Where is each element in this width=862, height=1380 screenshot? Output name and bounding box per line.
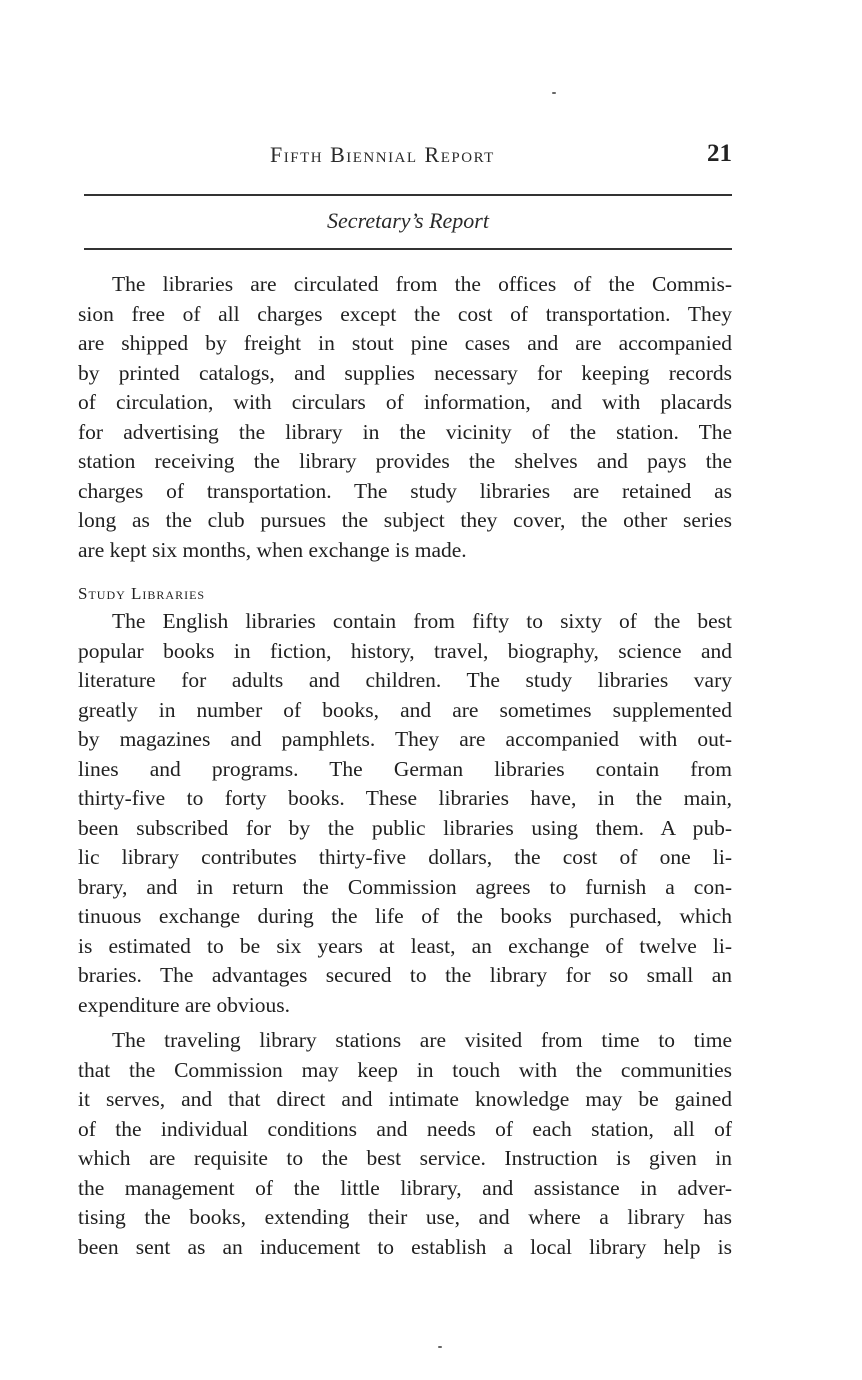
text-line: tinuous exchange during the life of the books purchased, which — [78, 904, 732, 928]
text-line: sion free of all charges except the cost of transportation. They — [78, 301, 732, 326]
text-line: that the Commission may keep in touch with the communities — [78, 1057, 732, 1082]
text-line: expenditure are obvious. — [78, 992, 290, 1017]
text-line: it serves, and that direct and intimate knowledge may be gained — [78, 1087, 732, 1111]
paragraph-3 — [78, 1026, 732, 1056]
text-line: station receiving the library provides the shelves and pays the — [78, 449, 732, 473]
text-line: brary, and in return the Commission agrees to furnish a con- — [78, 874, 732, 899]
text-line: greatly in number of books, and are sometimes supplemented — [78, 697, 732, 722]
text-line: the management of the little library, and assistance in adver- — [78, 1175, 732, 1200]
text-line: of the individual conditions and needs of each station, all of — [78, 1116, 732, 1141]
text-line: by printed catalogs, and supplies necessary for keeping records — [78, 360, 732, 385]
paragraph-1 — [78, 270, 732, 300]
running-head — [80, 142, 732, 172]
text-line: by magazines and pamphlets. They are accompanied with out- — [78, 727, 732, 751]
text-line: The English libraries contain from fifty to sixty of the best — [112, 609, 732, 633]
text-line: popular books in fiction, history, travel, biography, science and — [78, 638, 732, 663]
text-line: been sent as an inducement to establish a local library help is — [78, 1234, 732, 1259]
subheading-study-libraries: Study Libraries — [78, 584, 206, 603]
text-line: lines and programs. The German libraries contain from — [78, 756, 732, 781]
text-line: The libraries are circulated from the offices of the Commis- — [112, 272, 732, 296]
text-line: The traveling library stations are visited from time to time — [112, 1028, 732, 1052]
header-rule-bottom — [84, 248, 732, 250]
section-title: Secretary’s Report — [327, 208, 489, 233]
header-rule-top — [84, 194, 732, 196]
text-line: are kept six months, when exchange is made. — [78, 537, 467, 562]
text-line: been subscribed for by the public libraries using them. A pub- — [78, 815, 732, 840]
text-line: of circulation, with circulars of information, and with placards — [78, 390, 732, 414]
text-line: charges of transportation. The study libraries are retained as — [78, 478, 732, 503]
text-line: which are requisite to the best service. Instruction is given in — [78, 1146, 732, 1170]
page-number: 21 — [707, 140, 732, 167]
text-line: for advertising the library in the vicinity of the station. The — [78, 419, 732, 444]
text-line: tising the books, extending their use, and where a library has — [78, 1205, 732, 1229]
text-line: lic library contributes thirty-five dollars, the cost of one li- — [78, 845, 732, 869]
text-line: literature for adults and children. The study libraries vary — [78, 668, 732, 692]
paper-speck — [552, 92, 556, 94]
paragraph-2 — [78, 607, 732, 637]
running-title: Fifth Biennial Report — [270, 142, 495, 167]
body-text — [78, 270, 732, 1262]
text-line: braries. The advantages secured to the library for so small an — [78, 963, 732, 987]
text-line: thirty-five to forty books. These libraries have, in the main, — [78, 786, 732, 810]
text-line: long as the club pursues the subject they cover, the other series — [78, 508, 732, 532]
text-line: are shipped by freight in stout pine cases and are accompanied — [78, 331, 732, 355]
text-line: is estimated to be six years at least, an exchange of twelve li- — [78, 933, 732, 958]
paper-speck — [438, 1346, 442, 1348]
